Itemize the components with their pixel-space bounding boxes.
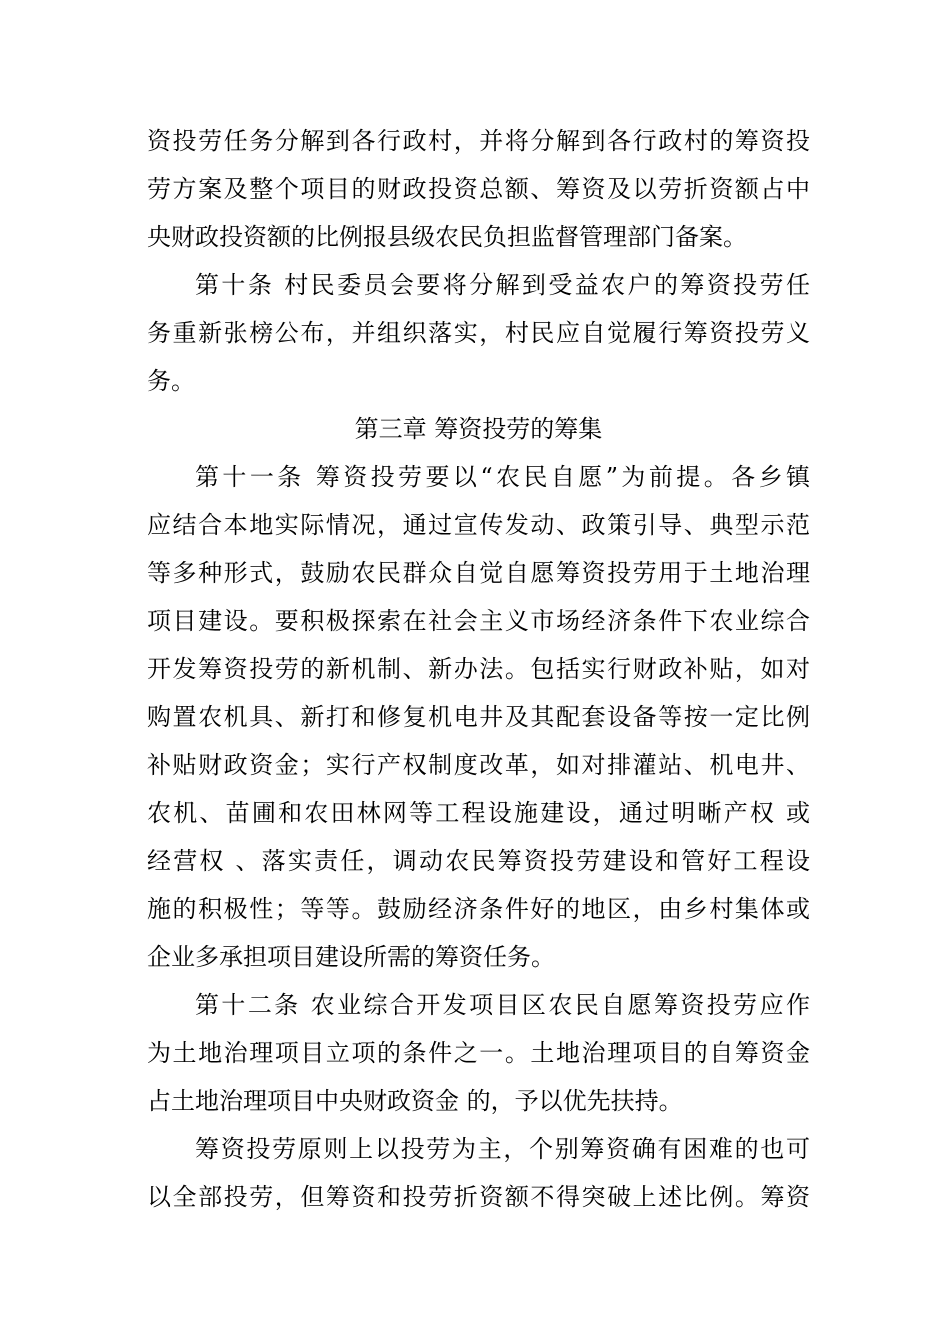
text-line: 以全部投劳，但筹资和投劳折资额不得突破上述比例。筹资	[147, 1183, 810, 1211]
text-line: 农机、苗圃和农田林网等工程设施建设，通过明晰产权 或	[147, 799, 810, 827]
text-line: 购置农机具、新打和修复机电井及其配套设备等按一定比例	[147, 703, 810, 731]
text-line: 务。	[147, 367, 195, 395]
text-line: 央财政投资额的比例报县级农民负担监督管理部门备案。	[147, 223, 747, 251]
text-line: 资投劳任务分解到各行政村，并将分解到各行政村的筹资投	[147, 127, 810, 155]
text-line: 经营权 、落实责任，调动农民筹资投劳建设和管好工程设	[147, 847, 810, 875]
text-line: 第十条 村民委员会要将分解到受益农户的筹资投劳任	[195, 271, 810, 299]
text-line: 企业多承担项目建设所需的筹资任务。	[147, 943, 555, 971]
text-line: 项目建设。要积极探索在社会主义市场经济条件下农业综合	[147, 607, 810, 635]
chapter-heading: 第三章 筹资投劳的筹集	[354, 415, 603, 443]
text-line: 筹资投劳原则上以投劳为主，个别筹资确有困难的也可	[195, 1135, 810, 1163]
text-line: 等多种形式，鼓励农民群众自觉自愿筹资投劳用于土地治理	[147, 559, 810, 587]
text-line: 务重新张榜公布，并组织落实，村民应自觉履行筹资投劳义	[147, 319, 810, 347]
body-text	[147, 117, 810, 1221]
text-line: 劳方案及整个项目的财政投资总额、筹资及以劳折资额占中	[147, 175, 810, 203]
text-line: 为土地治理项目立项的条件之一。土地治理项目的自筹资金	[147, 1039, 810, 1067]
text-line: 补贴财政资金；实行产权制度改革，如对排灌站、机电井、	[147, 751, 810, 779]
text-line: 第十一条 筹资投劳要以“农民自愿”为前提。各乡镇	[195, 463, 810, 491]
text-line: 施的积极性；等等。鼓励经济条件好的地区，由乡村集体或	[147, 895, 810, 923]
text-line: 应结合本地实际情况，通过宣传发动、政策引导、典型示范	[147, 511, 810, 539]
text-line: 第十二条 农业综合开发项目区农民自愿筹资投劳应作	[195, 991, 810, 1019]
text-line: 占土地治理项目中央财政资金 的，予以优先扶持。	[147, 1087, 683, 1115]
text-line: 开发筹资投劳的新机制、新办法。包括实行财政补贴，如对	[147, 655, 810, 683]
